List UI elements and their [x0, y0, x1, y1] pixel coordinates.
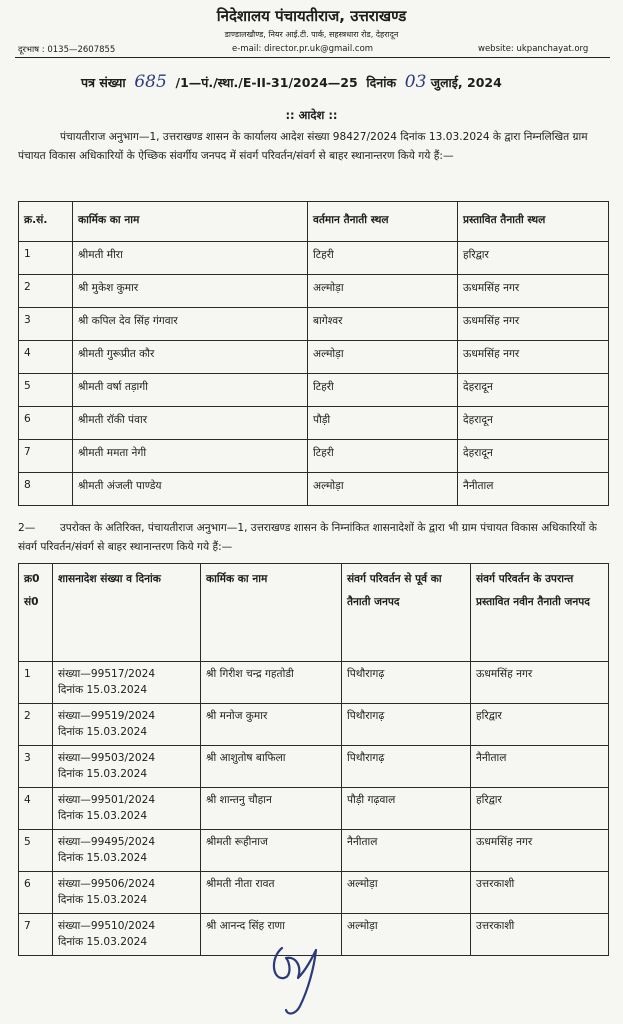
table-cell: 4 [19, 341, 73, 374]
order-date: दिनांक 15.03.2024 [58, 726, 148, 738]
table-cell: 3 [19, 746, 53, 788]
table-row [19, 242, 609, 275]
table-row [19, 275, 609, 308]
order-date: दिनांक 15.03.2024 [58, 810, 148, 822]
column-header: क्र.सं. [19, 202, 73, 242]
column-header: कार्मिक का नाम [73, 202, 308, 242]
column-header: संवर्ग परिवर्तन के उपरान्त प्रस्तावित नवीन तैनाती जनपद [471, 564, 609, 662]
letter-date-rest: जुलाई, 2024 [430, 75, 502, 90]
table-cell: श्री शान्तनु चौहान [201, 788, 342, 830]
order-number: संख्या—99517/2024 [58, 668, 156, 680]
table-cell: उत्तरकाशी [471, 914, 609, 956]
table-cell: हरिद्वार [471, 704, 609, 746]
table-row [19, 473, 609, 506]
letter-reference: /1—पं./स्था./E-II-31/2024—25 [175, 75, 358, 90]
table-cell: ऊधमसिंह नगर [471, 830, 609, 872]
table-cell: 5 [19, 374, 73, 407]
table-cell: टिहरी [308, 440, 458, 473]
order-date: दिनांक 15.03.2024 [58, 894, 148, 906]
table-cell: देहरादून [458, 440, 609, 473]
order-paragraph-1 [18, 128, 606, 165]
table-cell: 7 [19, 440, 73, 473]
table-cell: 1 [19, 242, 73, 275]
table-row [19, 308, 609, 341]
letter-number: 685 [134, 72, 167, 92]
order-date: दिनांक 15.03.2024 [58, 684, 148, 696]
table-cell [53, 872, 201, 914]
column-header: संवर्ग परिवर्तन से पूर्व का तैनाती जनपद [342, 564, 471, 662]
table-cell: श्री आशुतोष बाफिला [201, 746, 342, 788]
table-cell: टिहरी [308, 242, 458, 275]
table-row [19, 788, 609, 830]
table-cell: बागेश्वर [308, 308, 458, 341]
letter-reference-line [81, 72, 502, 92]
order-number: संख्या—99510/2024 [58, 920, 156, 932]
table-cell [53, 788, 201, 830]
table-cell: श्रीमती मीरा [73, 242, 308, 275]
letter-number-label: पत्र संख्या [81, 75, 126, 90]
table-cell: श्रीमती अंजली पाण्डेय [73, 473, 308, 506]
table-cell: 2 [19, 704, 53, 746]
table-cell: नैनीताल [471, 746, 609, 788]
letterhead-email: e-mail: director.pr.uk@gmail.com [232, 44, 374, 54]
letterhead-title: निदेशालय पंचायतीराज, उत्तराखण्ड [216, 7, 407, 25]
table-row [19, 872, 609, 914]
table-cell: ऊधमसिंह नगर [458, 275, 609, 308]
table-cell: 5 [19, 830, 53, 872]
table-cell: ऊधमसिंह नगर [458, 308, 609, 341]
table-cell: अल्मोड़ा [342, 872, 471, 914]
table-cell: श्रीमती ममता नेगी [73, 440, 308, 473]
letterhead-address: डाण्डालखौण्ड, नियर आई.टी. पार्क, सहस्त्रधारा रोड, देहरादून [224, 30, 399, 39]
order-number: संख्या—99501/2024 [58, 794, 156, 806]
table-cell: ऊधमसिंह नगर [471, 662, 609, 704]
table-cell: श्री गिरीश चन्द्र गहतोडी [201, 662, 342, 704]
letterhead-divider [15, 57, 610, 58]
table-cell: 1 [19, 662, 53, 704]
table-cell: 3 [19, 308, 73, 341]
table-cell: श्री मनोज कुमार [201, 704, 342, 746]
table-row [19, 746, 609, 788]
handwritten-signature [262, 928, 332, 1020]
table-cell: 7 [19, 914, 53, 956]
table-cell [53, 662, 201, 704]
column-header: प्रस्तावित तैनाती स्थल [458, 202, 609, 242]
table-header-row [19, 202, 609, 242]
table-cell: अल्मोड़ा [308, 275, 458, 308]
column-header: क्र0 सं0 [19, 564, 53, 662]
column-header: शासनादेश संख्या व दिनांक [53, 564, 201, 662]
order-date: दिनांक 15.03.2024 [58, 936, 148, 948]
order-heading: :: आदेश :: [285, 108, 338, 122]
paragraph-number: 2— [18, 522, 36, 534]
transfer-table-2 [18, 563, 609, 956]
letter-date-label: दिनांक [366, 75, 397, 90]
table-cell: पिथौरागढ़ [342, 662, 471, 704]
table-row [19, 407, 609, 440]
order-paragraph-1-text: पंचायतीराज अनुभाग—1, उत्तराखण्ड शासन के कार्यालय आदेश संख्या 98427/2024 दिनांक 13.03.2024 के द्वारा निम्नलिखित ग्राम पंचायत विकास अधिकारियों के ऐच्छिक संवर्गीय जनपद में संवर्ग परिवर्तन/संवर्ग से बाहर स्थानान्तरण किये गये हैं:— [18, 131, 588, 162]
order-number: संख्या—99506/2024 [58, 878, 156, 890]
table-cell: श्रीमती रूहीनाज [201, 830, 342, 872]
table-cell: श्री मुकेश कुमार [73, 275, 308, 308]
table-cell: अल्मोड़ा [308, 341, 458, 374]
signature-stroke [274, 948, 316, 1013]
table-cell: श्रीमती गुरूप्रीत कौर [73, 341, 308, 374]
order-date: दिनांक 15.03.2024 [58, 768, 148, 780]
table-cell: देहरादून [458, 407, 609, 440]
table-cell: नैनीताल [342, 830, 471, 872]
letterhead-phone: दूरभाष : 0135—2607855 [18, 45, 116, 55]
table-row [19, 704, 609, 746]
table-cell: 6 [19, 407, 73, 440]
order-number: संख्या—99495/2024 [58, 836, 156, 848]
table-cell [53, 914, 201, 956]
table-cell: हरिद्वार [458, 242, 609, 275]
table-row [19, 341, 609, 374]
table-row [19, 374, 609, 407]
table-cell: 6 [19, 872, 53, 914]
table-cell: ऊधमसिंह नगर [458, 341, 609, 374]
table-cell: श्रीमती रॉकी पंवार [73, 407, 308, 440]
table-cell: अल्मोड़ा [308, 473, 458, 506]
order-date: दिनांक 15.03.2024 [58, 852, 148, 864]
table-cell: हरिद्वार [471, 788, 609, 830]
table-cell: पौड़ी गढ़वाल [342, 788, 471, 830]
table-cell: 4 [19, 788, 53, 830]
table-cell: उत्तरकाशी [471, 872, 609, 914]
table-row [19, 440, 609, 473]
table-cell: श्रीमती वर्षा तड़ागी [73, 374, 308, 407]
table-cell: पिथौरागढ़ [342, 704, 471, 746]
table-cell [53, 746, 201, 788]
table-cell: पौड़ी [308, 407, 458, 440]
table-cell [53, 830, 201, 872]
table-cell: देहरादून [458, 374, 609, 407]
table-cell: नैनीताल [458, 473, 609, 506]
table-cell: 2 [19, 275, 73, 308]
table-cell: श्रीमती नीता रावत [201, 872, 342, 914]
order-number: संख्या—99519/2024 [58, 710, 156, 722]
table-row [19, 830, 609, 872]
table-cell [53, 704, 201, 746]
column-header: वर्तमान तैनाती स्थल [308, 202, 458, 242]
table-cell: अल्मोड़ा [342, 914, 471, 956]
letterhead-website: website: ukpanchayat.org [478, 44, 589, 54]
table-cell: श्री कपिल देव सिंह गंगवार [73, 308, 308, 341]
table-cell: टिहरी [308, 374, 458, 407]
order-paragraph-2-text: उपरोक्त के अतिरिक्त, पंचायतीराज अनुभाग—1, उत्तराखण्ड शासन के निम्नांकित शासनादेशों के द्वारा भी ग्राम पंचायत विकास अधिकारियों के संवर्ग परिवर्तन/संवर्ग से बाहर स्थानान्तरण किये गये हैं:— [18, 522, 597, 553]
table-header-row [19, 564, 609, 662]
table-row [19, 662, 609, 704]
table-cell: श्री आनन्द सिंह राणा [201, 914, 342, 956]
letter-date-day: 03 [404, 72, 427, 92]
table-cell: 8 [19, 473, 73, 506]
transfer-table-1 [18, 201, 609, 506]
table-cell: पिथौरागढ़ [342, 746, 471, 788]
column-header: कार्मिक का नाम [201, 564, 342, 662]
order-number: संख्या—99503/2024 [58, 752, 156, 764]
order-paragraph-2 [18, 519, 606, 556]
